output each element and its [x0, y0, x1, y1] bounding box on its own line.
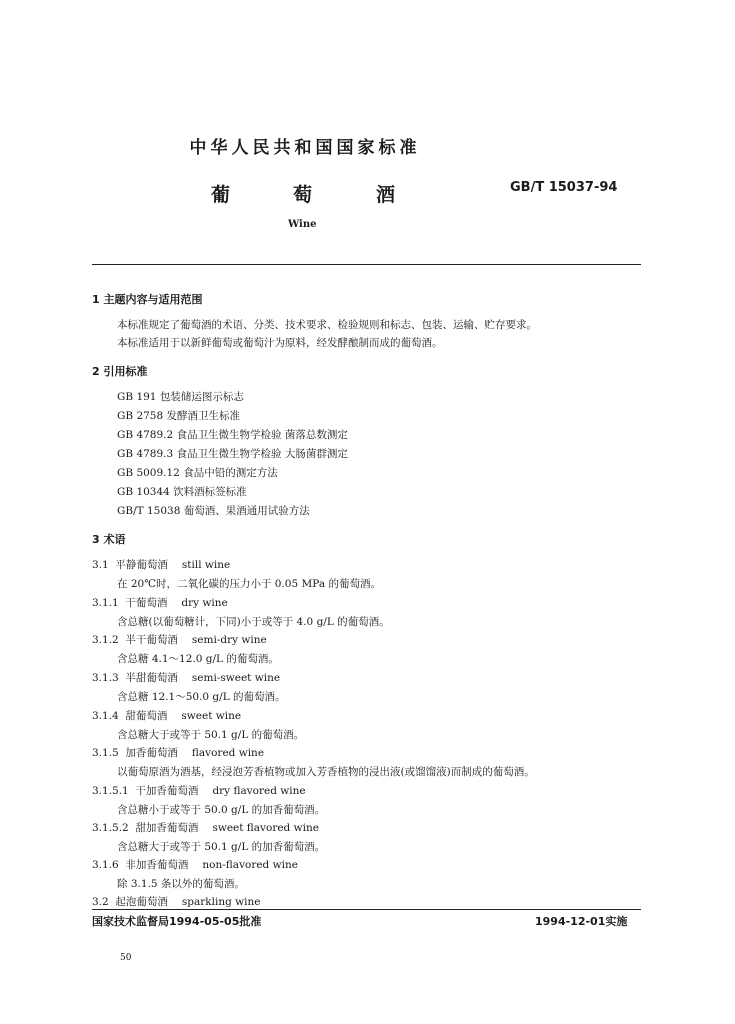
- term-heading: [92, 632, 267, 647]
- reference-item: GB 5009.12 食品中铅的测定方法: [117, 467, 278, 479]
- reference-item: GB 4789.2 食品卫生微生物学检验 菌落总数测定: [117, 429, 348, 441]
- term-number: 3.1.1: [92, 597, 119, 609]
- section-3-heading: 3 术语: [92, 533, 126, 546]
- term-definition: 含总糖(以葡萄糖计，下同)小于或等于 4.0 g/L 的葡萄酒。: [117, 616, 390, 628]
- section-1-paragraph-2: 本标准适用于以新鲜葡萄或葡萄汁为原料，经发酵酿制而成的葡萄酒。: [117, 337, 443, 349]
- term-english: semi-dry wine: [191, 634, 267, 646]
- term-number: 3.1.5.2: [92, 822, 129, 834]
- page-number: 50: [120, 953, 132, 963]
- term-heading: [92, 670, 280, 685]
- term-heading: [92, 745, 264, 760]
- term-heading: [92, 894, 261, 909]
- term-number: 3.1.3: [92, 672, 119, 684]
- term-chinese: 干葡萄酒: [125, 597, 168, 609]
- term-heading: [92, 595, 228, 610]
- section-1-heading: 1 主题内容与适用范围: [92, 293, 203, 306]
- term-definition: 在 20℃时，二氧化碳的压力小于 0.05 MPa 的葡萄酒。: [117, 578, 381, 590]
- term-english: semi-sweet wine: [191, 672, 281, 684]
- section-1-paragraph-1: 本标准规定了葡萄酒的术语、分类、技术要求、检验规则和标志、包装、运输、贮存要求。: [117, 319, 537, 331]
- header-rule: [92, 264, 641, 265]
- approval-statement: 国家技术监督局1994-05-05批准: [92, 915, 262, 928]
- standard-code: GB/T 15037-94: [510, 180, 618, 195]
- term-heading: [92, 783, 306, 798]
- term-definition: 含总糖 12.1～50.0 g/L 的葡萄酒。: [117, 691, 286, 703]
- english-title: Wine: [288, 219, 317, 230]
- reference-item: GB 10344 饮料酒标签标准: [117, 486, 247, 498]
- standard-title-char-1: 葡: [211, 184, 231, 206]
- term-definition: 以葡萄原酒为酒基，经浸泡芳香植物或加入芳香植物的浸出液(或馏馏液)而制成的葡萄酒。: [117, 766, 535, 778]
- term-definition: 含总糖小于或等于 50.0 g/L 的加香葡萄酒。: [117, 804, 326, 816]
- reference-item: GB 2758 发酵酒卫生标准: [117, 410, 241, 422]
- reference-item: GB/T 15038 葡萄酒、果酒通用试验方法: [117, 505, 310, 517]
- term-english: sparkling wine: [181, 896, 261, 908]
- reference-item: GB 4789.3 食品卫生微生物学检验 大肠菌群测定: [117, 448, 348, 460]
- term-number: 3.1: [92, 559, 109, 571]
- term-definition: 含总糖大于或等于 50.1 g/L 的加香葡萄酒。: [117, 841, 326, 853]
- term-number: 3.1.2: [92, 634, 119, 646]
- standard-title-char-3: 酒: [376, 184, 396, 206]
- term-number: 3.2: [92, 896, 109, 908]
- term-english: sweet wine: [181, 710, 242, 722]
- term-heading: [92, 857, 298, 872]
- term-heading: [92, 820, 319, 835]
- term-heading: [92, 557, 230, 572]
- term-chinese: 非加香葡萄酒: [125, 859, 189, 871]
- term-chinese: 加香葡萄酒: [125, 747, 178, 759]
- national-standard-title: 中华人民共和国国家标准: [189, 138, 421, 158]
- term-english: flavored wine: [191, 747, 265, 759]
- term-english: sweet flavored wine: [212, 822, 319, 834]
- term-definition: 含总糖大于或等于 50.1 g/L 的葡萄酒。: [117, 729, 305, 741]
- implementation-date: 1994-12-01实施: [535, 915, 628, 928]
- term-definition: 含总糖 4.1～12.0 g/L 的葡萄酒。: [117, 653, 279, 665]
- term-number: 3.1.6: [92, 859, 119, 871]
- section-2-heading: 2 引用标准: [92, 365, 148, 378]
- term-chinese: 半甜葡萄酒: [125, 672, 178, 684]
- reference-item: GB 191 包装储运图示标志: [117, 391, 244, 403]
- term-english: dry flavored wine: [212, 785, 306, 797]
- term-english: still wine: [181, 559, 231, 571]
- term-chinese: 平静葡萄酒: [115, 559, 168, 571]
- term-definition: 除 3.1.5 条以外的葡萄酒。: [117, 878, 245, 890]
- term-chinese: 甜加香葡萄酒: [135, 822, 199, 834]
- term-chinese: 起泡葡萄酒: [115, 896, 168, 908]
- term-chinese: 半干葡萄酒: [125, 634, 178, 646]
- standard-title-char-2: 萄: [293, 184, 313, 206]
- footer-rule: [92, 909, 641, 910]
- term-english: non-flavored wine: [202, 859, 298, 871]
- term-chinese: 干加香葡萄酒: [135, 785, 199, 797]
- term-english: dry wine: [181, 597, 228, 609]
- term-chinese: 甜葡萄酒: [125, 710, 168, 722]
- term-number: 3.1.5.1: [92, 785, 129, 797]
- term-heading: [92, 708, 241, 723]
- term-number: 3.1.5: [92, 747, 119, 759]
- term-number: 3.1.4: [92, 710, 119, 722]
